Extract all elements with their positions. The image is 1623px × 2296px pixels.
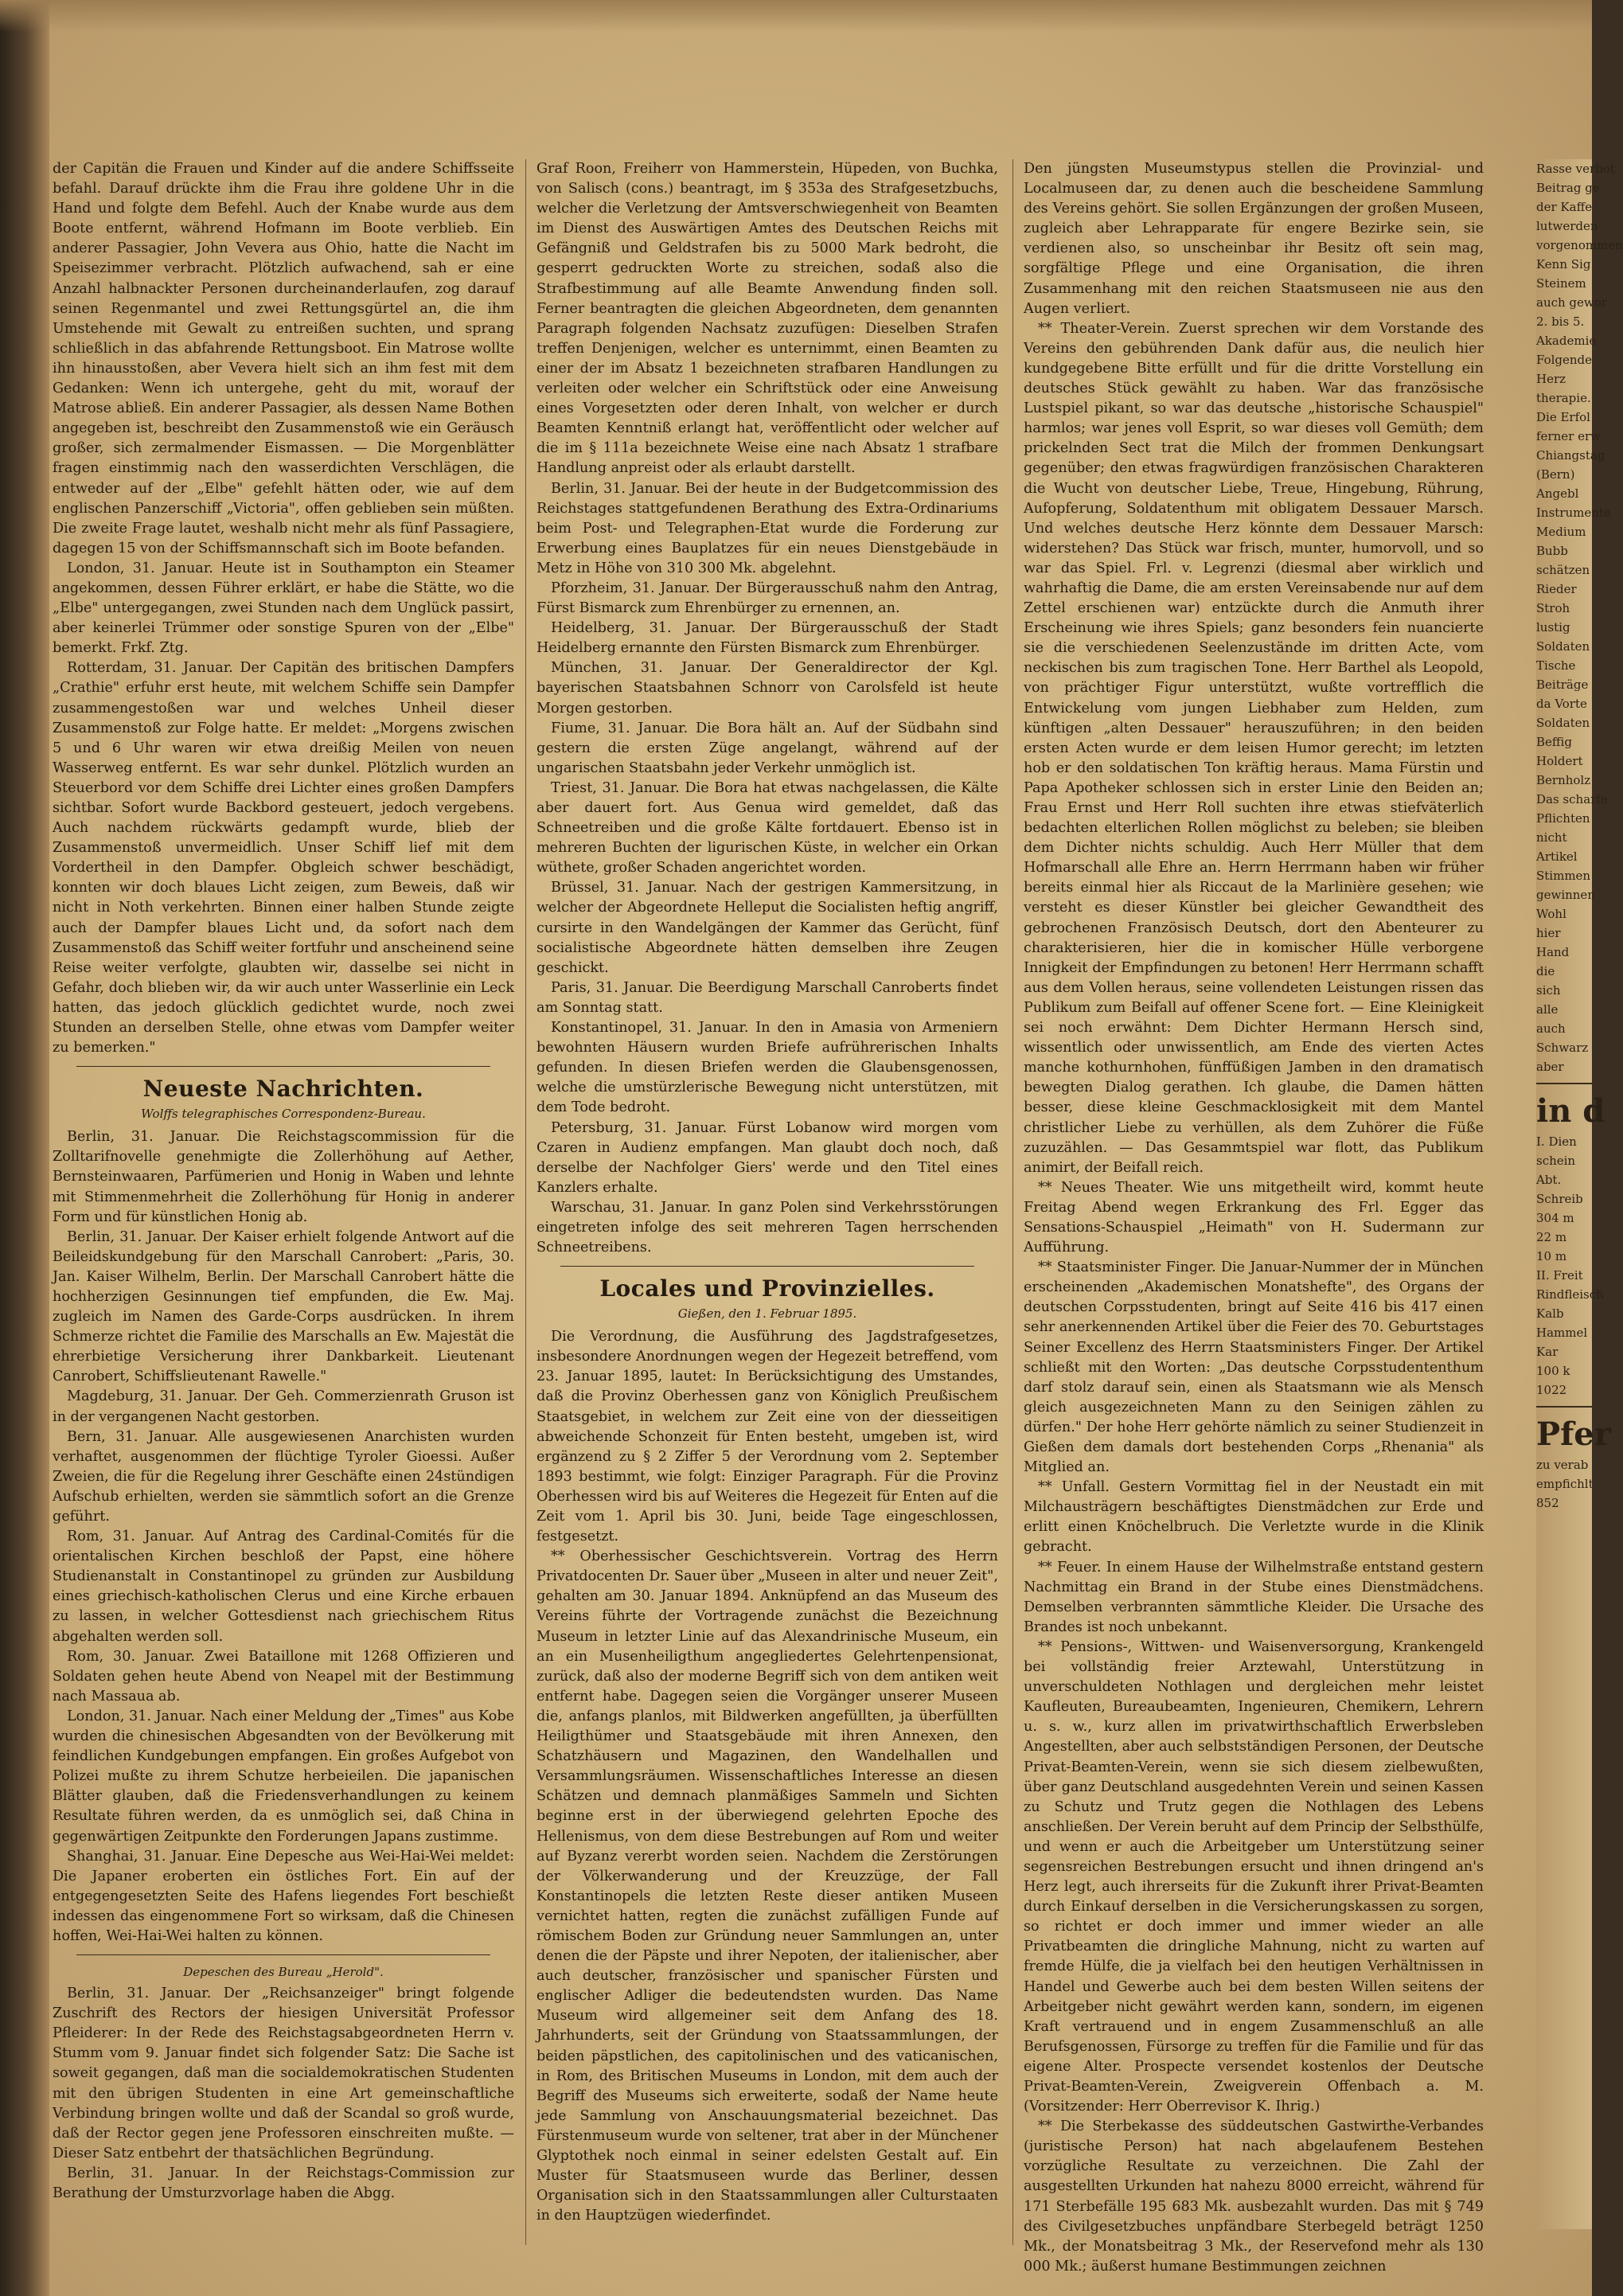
- next-page-rule: [1536, 1406, 1592, 1408]
- next-page-line: Tische: [1536, 658, 1576, 673]
- next-page-line: 1022: [1536, 1383, 1567, 1397]
- next-page-line: die: [1536, 964, 1555, 978]
- next-page-line: vorgenommen: [1536, 238, 1623, 252]
- next-page-line: hier: [1536, 926, 1561, 940]
- next-page-line: sich: [1536, 983, 1561, 998]
- next-page-line: 852: [1536, 1496, 1559, 1510]
- local-item: ** Neues Theater. Wie uns mitgetheilt wird, kommt heute Freitag Abend wegen Erkrankung des Frl. Egger das Sensations-Schauspiel „Heimath" von H. Sudermann zur Aufführung.: [1024, 1179, 1484, 1256]
- news-item: Konstantinopel, 31. Januar. In den in Amasia von Armeniern bewohnten Häusern wurden Briefe aufrührerischen Inhalts gefunden. In diesen Briefen werden die Glaubensgenossen, welche die umstürzlerische Bewegung nicht unterstützen, mit dem Tode bedroht.: [536, 1020, 998, 1116]
- next-page-line: empfichlt: [1536, 1477, 1594, 1491]
- article-paragraph: Den jüngsten Museumstypus stellen die Provinzial- und Localmuseen dar, zu denen auch die bescheidene Sammlung des Vereins gehört. Sie sollen Ergänzungen der großen Museen, zugleich aber Lehrapparate für engere Bezirke sein, sie verdienen also, so unscheinbar ihr Besitz oft sein mag, sorgfältige Pflege und eine Organisation, die ihren Zusammenhang mit den reichen Staatsmuseen nie aus den Augen verliert.: [1024, 161, 1484, 317]
- next-page-line: schein: [1536, 1154, 1576, 1168]
- next-page-line: Soldaten: [1536, 639, 1590, 654]
- news-item: Berlin, 31. Januar. Der „Reichsanzeiger" bringt folgende Zuschrift des Rectors der hiesigen Universität Professor Pfleiderer: In der Rede des Reichstagsabgeordneten Herrn v. Stumm vom 9. Januar findet sich folgender Satz: Die Sache ist soweit gegangen, daß man die socialdemokratischen Studenten mit den übrigen Studenten in eine Art gemeinschaftliche Verbindung bringen wollte und daß der Scandal so groß wurde, daß der Rector gegen jene Professoren einschreiten mußte. — Dieser Satz entbehrt der thatsächlichen Begründung.: [53, 1986, 514, 2161]
- news-item: Brüssel, 31. Januar. Nach der gestrigen Kammersitzung, in welcher der Abgeordnete Helleput die Socialisten heftig angriff, cursirte in den Wandelgängen der Kammer das Gerücht, fünf socialistische Abgeordnete hätten demselben ihre Zeugen geschickt.: [536, 880, 998, 976]
- next-page-line: lustig: [1536, 620, 1570, 635]
- next-page-text-top: [1536, 159, 1623, 1076]
- news-item: Shanghai, 31. Januar. Eine Depesche aus Wei-Hai-Wei meldet: Die Japaner eroberten ein östliches Fort. Ein auf der entgegengesetzten Seite des Hafens liegendes Fort beschießt indessen das eingenommene Fort so wirksam, daß die Chinesen hoffen, Wei-Hai-Wei halten zu können.: [53, 1848, 514, 1944]
- article-paragraph: der Capitän die Frauen und Kinder auf die andere Schiffsseite befahl. Darauf drückte ihm die Frau ihre goldene Uhr in die Hand und folgte dem Befehl. Auch der Knabe wurde aus dem Boote entfernt, während Hofmann im Boote verblieb. Ein anderer Passagier, John Vevera aus Ohio, hatte die Nacht im Speisezimmer verbracht. Plötzlich aufwachend, sah er eine Anzahl halbnackter Personen durcheinanderlaufen, zog darauf seinen Regenmantel und zwei Rettungsgürtel an, die ihm Umstehende mit Gewalt zu entreißen suchten, und sprang schließlich in das abfahrende Rettungsboot. Ein Matrose wollte ihn hinausstoßen, aber Vevera hielt sich an ihm fest mit dem Gedanken: Wenn ich untergehe, geht du mit, worauf der Matrose abließ. Ein anderer Passagier, als dessen Name Bothen angegeben ist, beschreibt den Zusammenstoß wie ein Geräusch großer, sich zermalmender Eismassen. — Die Morgenblätter fragen einstimmig nach den wasserdichten Verschlägen, die entweder auf der „Elbe" gefehlt hätten oder, wie auf dem englischen Panzerschiff „Victoria", offen geblieben sein müßten. Die zweite Frage lautet, weshalb nicht mehr als fünf Passagiere, dagegen 15 von der Schiffsmannschaft sich im Boote befanden.: [53, 161, 514, 556]
- next-page-line: Herz: [1536, 372, 1566, 386]
- local-item: ** Unfall. Gestern Vormittag fiel in der Neustadt ein mit Milchausträgern beschäftigtes Dienstmädchen zur Erde und erlitt einen Knöchelbruch. Die Verletzte wurde in die Klinik gebracht.: [1024, 1479, 1484, 1556]
- news-item: Bern, 31. Januar. Alle ausgewiesenen Anarchisten wurden verhaftet, ausgenommen der flüchtige Tyroler Gioessi. Außer Zweien, die für die Regelung ihrer Geschäfte einen 24stündigen Aufschub erhielten, werden sie sämmtlich sofort an die Grenze geführt.: [53, 1428, 514, 1525]
- next-page-line: II. Freit: [1536, 1268, 1583, 1283]
- next-page-headline-2: Pfer: [1536, 1415, 1611, 1453]
- local-item: ** Theater-Verein. Zuerst sprechen wir dem Vorstande des Vereins den gebührenden Dank dafür aus, die neulich hier kundgegebene Bitte erfüllt und für die dritte Vorstellung ein deutsches Stück gewählt zu haben. War das französische Lustspiel pikant, so war das deutsche „historische Schauspiel" harmlos; war jenes voll Esprit, so war dieses voll Gemüth; dem prickelnden Sect trat die Milch der frommen Denkungsart gegenüber; den etwas fragwürdigen französischen Charakteren die Wucht von deutscher Liebe, Treue, Hingebung, Rührung, Aufopferung, Soldatenthum mit obligatem Dessauer Marsch. Und welches deutsche Herz könnte dem Dessauer Marsch: widerstehen? Das Stück war frisch, munter, humorvoll, und so war das Spiel. Frl. v. Legrenzi (diesmal aber wirklich und wahrhaftig die Dame, die am ersten Vereinsabende nur auf dem Zettel erschienen war) entzückte durch die Anmuth ihrer Erscheinung wie ihres Spiels; ganz besonders fein nuancierte sie die verschiedenen Seelenzustände im dritten Acte, vom neckischen bis zum tragischen Tone. Herr Barthel als Leopold, von prächtiger Figur unterstützt, wußte vortrefflich die Entwickelung vom jungen Liebhaber zum Helden, zum künftigen „alten Dessauer" herauszuführen; in den beiden ersten Acten wurde er dem leisen Humor gerecht; im letzten hob er den soldatischen Ton kräftig heraus. Mama Fürstin und Papa Apotheker schlossen sich in erster Linie den Beiden an; Frau Ernst und Herr Roll suchten ihre etwas stiefväterlich bedachten elterlichen Rollen möglichst zu beleben; sie bleiben dem Dichter nichts schuldig. Auch Herr Müller that dem Hofmarschall alle Ehre an. Herrn Herrmann haben wir früher bereits einmal hier als Riccaut de la Marlinière gesehen; wie versteht es dieser Künstler bei gleicher Gewandtheit des gebrochenen Französisch Deutsch, dort den Abenteurer zu charakterisieren, hier die in komischer Hülle verborgene Innigkeit der Empfindungen zu betonen! Herr Herrmann schafft aus dem Vollen heraus, seine vollendeten Leistungen rissen das Publikum zum Beifall auf offener Scene fort. — Eine Kleinigkeit sei noch erwähnt: Dem Dichter Hermann Hersch sind, wissentlich oder unwissentlich, am Ende des vierten Actes manche kothurnhohen, fünffüßigen Jamben in den dramatisch bewegten Dialog gerathen. Ich glaube, die Damen hätten besser, diese kleine Geschmacklosigkeit mit dem Mantel christlicher Liebe zu verhüllen, als dem Zuhörer die Füße zuzuzählen. — Das Gesammtspiel war flott, das Publikum animirt, der Beifall reich.: [1024, 320, 1484, 1176]
- herold-heading: Depeschen des Bureau „Herold".: [183, 1965, 384, 1980]
- local-item: ** Feuer. In einem Hause der Wilhelmstraße entstand gestern Nachmittag ein Brand in der Stube eines Dienstmädchens. Demselben verbrannten sämmtliche Kleider. Die Ursache des Brandes ist noch unbekannt.: [1024, 1559, 1484, 1635]
- next-page-line: Holdert: [1536, 754, 1583, 768]
- next-page-line: alle: [1536, 1002, 1559, 1017]
- section-title-neueste-nachrichten: Neueste Nachrichten.: [142, 1076, 424, 1103]
- section-divider: [560, 1266, 974, 1267]
- next-page-line: da Vorte: [1536, 697, 1587, 711]
- column-rule-2: [1012, 159, 1013, 2245]
- next-page-line: gewinnen: [1536, 888, 1595, 902]
- next-page-line: Chiangstag: [1536, 448, 1605, 463]
- next-page-line: Kenn Sig: [1536, 257, 1591, 271]
- section-title-locales: Locales und Provinzielles.: [599, 1275, 935, 1302]
- next-page-headline: in d: [1536, 1092, 1605, 1130]
- news-item: Rom, 30. Januar. Zwei Bataillone mit 1268 Offizieren und Soldaten gehen heute Abend von Neapel mit der Bestimmung nach Massaua ab.: [53, 1648, 514, 1704]
- next-page-line: Abt.: [1536, 1173, 1562, 1187]
- book-binding-edge: [0, 0, 49, 2296]
- next-page-line: Artikel: [1536, 849, 1578, 864]
- next-page-line: Beiträge: [1536, 677, 1589, 692]
- section-dateline: Gießen, den 1. Februar 1895.: [677, 1306, 857, 1322]
- news-item: Berlin, 31. Januar. Die Reichstagscommission für die Zolltarifnovelle genehmigte die Zollerhöhung auf Aether, Bernsteinwaaren, Parfümerien und Honig in Waben und lehnte mit Stimmenmehrheit die Zollerhöhung für Honig in anderer Form und für künstlichen Honig ab.: [53, 1129, 514, 1225]
- next-page-line: Rindfleisch: [1536, 1287, 1604, 1302]
- next-page-line: 22 m: [1536, 1230, 1567, 1244]
- next-page-line: Bubb: [1536, 544, 1568, 558]
- column-3: [1024, 159, 1484, 2275]
- next-page-line: schätzen: [1536, 563, 1590, 577]
- news-item: Berlin, 31. Januar. Bei der heute in der Budgetcommission des Reichstages stattgefundenen Berathung des Extra-Ordinariums beim Post- und Telegraphen-Etat wurde die Forderung zur Erwerbung eines Bauplatzes für ein neues Dienstgebäude in Metz in Höhe von 310 300 Mk. abgelehnt.: [536, 480, 998, 576]
- column-1: [53, 159, 514, 2245]
- next-page-line: Kalb: [1536, 1306, 1564, 1321]
- next-page-line: Schwarz: [1536, 1041, 1589, 1055]
- section-subtitle: Wolffs telegraphisches Correspondenz-Bureau.: [141, 1107, 426, 1122]
- next-page-rule: [1536, 1083, 1592, 1084]
- news-item: Rom, 31. Januar. Auf Antrag des Cardinal-Comités für die orientalischen Kirchen beschloß der Papst, eine höhere Studienanstalt in Constantinopel zu gründen zur Ausbildung eines griechisch-katholischen Clerus und eine Kirche erbauen zu lassen, in welcher Gottesdienst nach griechischem Ritus abgehalten werden soll.: [53, 1529, 514, 1645]
- next-page-line: Hand: [1536, 945, 1570, 959]
- news-item: Paris, 31. Januar. Die Beerdigung Marschall Canroberts findet am Sonntag statt.: [536, 979, 998, 1016]
- local-item: ** Oberhessischer Geschichtsverein. Vortrag des Herrn Privatdocenten Dr. Sauer über „Museen in alter und neuer Zeit", gehalten am 30. Januar 1894. Anknüpfend an das Museum des Vereins führte der Vortragende zunächst die Bezeichnung Museum in letzter Linie auf das Alexandrinische Museum, ein an ein Musenheiligthum angegliedertes Gelehrtenpensionat, zurück, daß also der moderne Begriff sich von dem antiken weit entfernt habe. Dagegen seien die Vorgänger unserer Museen die, anfangs planlos, mit Bildwerken angefüllten, ja überfüllten Heiligthümer und Staatsgebäude mit ihren Annexen, den Schatzhäusern und Magazinen, den Wandelhallen und Versammlungsräumen. Wissenschaftliches Interesse an diesen Schätzen und demnach planmäßiges Sammeln und Sichten beginne erst in der überwiegend gelehrten Epoche des Hellenismus, von dem diese Bestrebungen auf Rom und weiter auf Byzanz vererbt worden seien. Nachdem die Zerstörungen der Völkerwanderung und der Kreuzzüge, der Fall Konstantinopels die letzten Reste dieser antiken Museen vernichtet hatten, regten die zunächst zufälligen Funde auf römischem Boden zur Gründung neuer Sammlungen an, unter denen die der Päpste und ihrer Nepoten, der italienischer, aber auch deutscher, französischer und spanischer Fürsten und englischer Adliger die bedeutendsten wurden. Das Name Museum wird allgemeiner seit dem Anfang des 18. Jahrhunderts, seit der Gründung von Staatssammlungen, der beiden päpstlichen, des capitolinischen und des vaticanischen, in Rom, des Britischen Museums in London, mit dem auch der Begriff des Museums sich erweiterte, sodaß der Name heute jede Sammlung von Anschauungsmaterial bezeichnet. Das Fürstenmuseum wurde von seltener, trat aber in der Münchener Glyptothek noch einmal in seiner edelsten Gestalt auf. Ein Muster für Staatsmuseen wurde das Berliner, dessen Organisation sich in den Staatssammlungen aller Culturstaaten in den Hauptzügen wiederfindet.: [536, 1548, 998, 2224]
- news-item: Pforzheim, 31. Januar. Der Bürgerausschuß nahm den Antrag, Fürst Bismarck zum Ehrenbürger zu ernennen, an.: [536, 580, 998, 617]
- next-page-line: lutwerden: [1536, 219, 1598, 233]
- article-paragraph: Graf Roon, Freiherr von Hammerstein, Hüpeden, von Buchka, von Salisch (cons.) beantragt, im § 353a des Strafgesetzbuchs, welcher die Verletzung der Amtsverschwiegenheit von Beamten im Dienst des Auswärtigen Amtes des Deutschen Reichs mit Gefängniß und Geldstrafen bis zu 5000 Mark bedroht, die gesperrt gedruckten Worte zu streichen, sodaß also die Strafbestimmung auf alle Beamte Anwendung finden soll. Ferner beantragten die gleichen Abgeordneten, dem genannten Paragraph folgenden Nachsatz zuzufügen: Dieselben Strafen treffen Denjenigen, welcher es unternimmt, einen Beamten zu einer der im Absatz 1 bezeichneten strafbaren Handlungen zu verleiten oder welcher ein Schriftstück oder eine Anweisung eines Vorgesetzten oder deren Inhalt, von welcher er durch Beamten Kenntniß erlangt hat, veröffentlicht oder welcher auf die im § 111a bezeichnete Weise eine nach Absatz 1 strafbare Handlung anpreist oder als erlaubt darstellt.: [536, 161, 998, 477]
- next-page-line: I. Dien: [1536, 1134, 1577, 1149]
- next-page-line: 304 m: [1536, 1211, 1574, 1225]
- news-item: London, 31. Januar. Nach einer Meldung der „Times" aus Kobe wurden die chinesischen Abgesandten von der Bevölkerung mit feindlichen Kundgebungen empfangen. Ein großes Aufgebot von Polizei mußte zu ihrem Schutze herbeieilen. Die japanischen Blätter glauben, daß die Friedensverhandlungen zu keinem Resultate führen werden, da es unmöglich sei, daß China in gegenwärtigen Zeitpunkte den Forderungen Japans zustimme.: [53, 1708, 514, 1845]
- next-page-line: zu verab: [1536, 1458, 1589, 1472]
- next-page-line: 100 k: [1536, 1364, 1570, 1378]
- news-item: Berlin, 31. Januar. Der Kaiser erhielt folgende Antwort auf die Beileidskundgebung für den Marschall Canrobert: „Paris, 30. Jan. Kaiser Wilhelm, Berlin. Der Marschall Canrobert hätte die hochherzigen Gesinnungen tief empfunden, die Ew. Maj. zugleich im Namen des Garde-Corps ausdrücken. In ihrem Schmerze richtet die Familie des Marschalls an Ew. Majestät die ehrerbietige Versicherung ihrer Dankbarkeit. Lieutenant Canrobert, Schiffslieutenant Rawelle.": [53, 1228, 514, 1385]
- next-page-line: Kar: [1536, 1345, 1559, 1359]
- next-page-line: Folgende: [1536, 353, 1593, 367]
- next-page-line: auch gewor: [1536, 295, 1607, 310]
- next-page-line: Beitrag ge: [1536, 181, 1600, 195]
- next-page-text-bottom: [1536, 1455, 1592, 1513]
- next-page-line: Die Erfol: [1536, 410, 1590, 424]
- news-item: München, 31. Januar. Der Generaldirector der Kgl. bayerischen Staatsbahnen Schnorr von Carolsfeld ist heute Morgen gestorben.: [536, 660, 998, 717]
- section-divider: [76, 1954, 490, 1955]
- news-item: Petersburg, 31. Januar. Fürst Lobanow wird morgen vom Czaren in Audienz empfangen. Man glaubt doch noch, daß derselbe der Nachfolger Giers' werde und den Titel eines Kanzlers erhalte.: [536, 1119, 998, 1196]
- next-page-line: Rasse verbot: [1536, 162, 1615, 176]
- local-item: ** Staatsminister Finger. Die Januar-Nummer der in München erscheinenden „Akademischen Monatshefte", des Organs der deutschen Corpsstudenten, bringt auf Seite 416 bis 417 einen sehr anerkennenden Artikel über die Feier des 70. Geburtstages Seiner Excellenz des Herrn Staatsministers Finger. Der Artikel schließt mit den Worten: „Das deutsche Corpsstudententhum darf stolz darauf sein, einen als Staatsmann wie als Mensch gleich ausgezeichneten Mann zu den Seinigen zählen zu dürfen." Der hohe Herr gehörte nämlich zu seiner Studienzeit in Gießen dem damals dort bestehenden Corps „Rhenania" als Mitglied an.: [1024, 1259, 1484, 1476]
- section-divider: [76, 1066, 490, 1067]
- next-page-line: Akademie: [1536, 334, 1597, 348]
- next-page-line: ferner erw: [1536, 429, 1601, 443]
- next-page-line: Stroh: [1536, 601, 1570, 615]
- page-top-shadow: [0, 0, 1592, 32]
- news-item: Heidelberg, 31. Januar. Der Bürgerausschuß der Stadt Heidelberg ernannte den Fürsten Bismarck zum Ehrenbürger.: [536, 620, 998, 657]
- news-item: Berlin, 31. Januar. In der Reichstags-Commission zur Berathung der Umsturzvorlage haben die Abgg.: [53, 2165, 514, 2201]
- next-page-line: der Kaffe: [1536, 200, 1593, 214]
- news-item: Magdeburg, 31. Januar. Der Geh. Commerzienrath Gruson ist in der vergangenen Nacht gestorben.: [53, 1388, 514, 1425]
- next-page-line: (Bern): [1536, 467, 1575, 482]
- next-page-line: Instrumente: [1536, 506, 1611, 520]
- next-page-line: Hammel: [1536, 1326, 1588, 1340]
- next-page-line: 10 m: [1536, 1249, 1567, 1263]
- next-page-line: therapie.: [1536, 391, 1591, 405]
- next-page-line: Pflichten: [1536, 811, 1590, 826]
- next-page-line: auch: [1536, 1021, 1566, 1036]
- next-page-line: nicht: [1536, 830, 1567, 845]
- column-rule-1: [525, 159, 526, 2245]
- next-page-line: 2. bis 5.: [1536, 314, 1585, 329]
- next-page-line: Schreib: [1536, 1192, 1583, 1206]
- column-2: [536, 159, 998, 2245]
- next-page-line: Angebl: [1536, 486, 1579, 501]
- news-item: Warschau, 31. Januar. In ganz Polen sind Verkehrsstörungen eingetreten infolge des seit mehreren Tagen herrschenden Schneetreibens.: [536, 1199, 998, 1256]
- next-page-line: Stimmen: [1536, 869, 1591, 883]
- news-item: Triest, 31. Januar. Die Bora hat etwas nachgelassen, die Kälte aber dauert fort. Aus Genua wird gemeldet, daß das Schneetreiben und die große Kälte fortdauert. Ebenso ist in mehreren Buchten der ligurischen Küste, in welcher ein Orkan wüthete, großer Schaden angerichtet worden.: [536, 779, 998, 877]
- next-page-text-lower: [1536, 1132, 1604, 1400]
- local-item: Die Verordnung, die Ausführung des Jagdstrafgesetzes, insbesondere Anordnungen wegen der Hegezeit betreffend, vom 23. Januar 1895, lautet: In Berücksichtigung des Umstandes, daß die Provinz Oberhessen ganz von Königlich Preußischem Staatsgebiet, in welchem zur Zeit eine von der diesseitigen abweichende Schonzeit für Enten besteht, umgeben ist, wird ergänzend zu § 2 Ziffer 5 der Verordnung vom 2. September 1893 bestimmt, wie folgt: Einziger Paragraph. Für die Provinz Oberhessen wird bis auf Weiteres die Hegezeit für Enten auf die Zeit vom 1. April bis 30. Juni, beide Tage eingeschlossen, festgesetzt.: [536, 1329, 998, 1545]
- next-page-line: Soldaten: [1536, 716, 1590, 730]
- newspaper-main-area: [53, 159, 1484, 2275]
- news-item: Fiume, 31. Januar. Die Bora hält an. Auf der Südbahn sind gestern die ersten Züge angelangt, während auf der ungarischen Staatsbahn jeder Verkehr unmöglich ist.: [536, 720, 998, 776]
- next-page-line: aber: [1536, 1060, 1564, 1074]
- next-page-line: Wohl: [1536, 907, 1566, 921]
- local-item: ** Pensions-, Wittwen- und Waisenversorgung, Krankengeld bei vollständig freier Arztewahl, Unterstützung in unverschuldeten Nothlagen und dergleichen mehr leistet Kaufleuten, Bureaubeamten, Ingenieuren, Chemikern, Lehrern u. s. w., kurz allen im privatwirthschaftlich Erwerbsleben Angestellten, aber auch selbstständigen Personen, der Deutsche Privat-Beamten-Verein, wenn sie sich diesem zielbewußten, über ganz Deutschland ausgedehnten Verein und seinen Kassen zu Schutz und Trutz gegen die Nothlagen des Lebens anschließen. Der Verein beruht auf dem Princip der Selbsthülfe, und wenn er auch die Arbeitgeber um Unterstützung seiner segensreichen Bestrebungen ersucht und ihnen dringend an's Herz legt, auch ihrerseits für die Zukunft ihrer Privat-Beamten durch Einkauf derselben in die Versicherungskassen zu sorgen, so richtet er doch immer und immer wieder an alle Privatbeamten die dringliche Mahnung, nicht zu warten auf fremde Hülfe, die ja vielfach bei den heutigen Verhältnissen in Handel und Gewerbe auch bei dem besten Willen seitens der Arbeitgeber nicht gewährt werden kann, sondern, im eigenen Kraft vertrauend und in engem Zusammenschluß an alle Berufsgenossen, Fürsorge zu treffen für die Familie und für das eigene Alter. Prospecte versendet kostenlos der Deutsche Privat-Beamten-Verein, Zweigverein Offenbach a. M. (Vorsitzender: Herr Oberrevisor K. Ihrig.): [1024, 1638, 1484, 2115]
- next-page-line: Das scharfe: [1536, 792, 1608, 806]
- article-paragraph: Rotterdam, 31. Januar. Der Capitän des britischen Dampfers „Crathie" erfuhr erst heute, mit welchem Schiffe sein Dampfer zusammengestoßen war und welches Unheil dieser Zusammenstoß zur Folge hatte. Er meldet: „Morgens zwischen 5 und 6 Uhr waren wir etwa dreißig Meilen von neuen Wasserweg entfernt. Es war sehr dunkel. Plötzlich wurden an Steuerbord vor dem Schiffe drei Lichter eines großen Dampfers sichtbar. Sofort wurde Backbord gesteuert, jedoch vergebens. Auch nachdem rückwärts gedampft wurde, blieb der Zusammenstoß unvermeidlich. Unser Schiff lief mit dem Vordertheil in den Dampfer. Obgleich schwer beschädigt, konnten wir doch blaues Licht zeigen, zum Beweis, daß wir nicht in Noth verkehrten. Binnen einer halben Stunde zeigte auch der Dampfer blaues Licht und, da sofort nach dem Zusammenstoß das Schiff weiter fortfuhr und anscheinend seine Reise weiter verfolgte, glaubten wir, dasselbe sei nicht in Gefahr, doch blieben wir, da wir auch unter Wasserlinie ein Leck hatten, das jedoch glücklich gedichtet wurde, noch zwei Stunden an derselben Stelle, ohne etwas vom Dampfer weiter zu bemerken.": [53, 660, 514, 1056]
- next-page-line: Medium: [1536, 525, 1586, 539]
- next-page-line: Rieder: [1536, 582, 1577, 596]
- next-page-line: Beffig: [1536, 735, 1572, 749]
- local-item: ** Die Sterbekasse des süddeutschen Gastwirthe-Verbandes (juristische Person) hat nach abgelaufenem Bestehen vorzügliche Resultate zu verzeichnen. Die Zahl der ausgestellten Urkunden hat nahezu 8000 erreicht, während für 171 Sterbefälle 195 683 Mk. ausbezahlt wurden. Das mit § 749 des Civilgesetzbuches unpfändbare Sterbegeld beträgt 1250 Mk., der Monatsbeitrag 3 Mk., der Reservefond mehr als 130 000 Mk.; äußerst humane Bestimmungen zeichnen: [1024, 2118, 1484, 2275]
- next-page-line: Bernholz: [1536, 773, 1591, 787]
- article-paragraph: London, 31. Januar. Heute ist in Southampton ein Steamer angekommen, dessen Führer erklärt, er habe die Stätte, wo die „Elbe" untergegangen, zwei Stunden nach dem Unglück passirt, aber keinerlei Trümmer oder sonstige Spuren von der „Elbe" bemerkt. Frkf. Ztg.: [53, 560, 514, 657]
- next-page-edge: [1536, 159, 1623, 2229]
- next-page-line: Steinem: [1536, 276, 1586, 291]
